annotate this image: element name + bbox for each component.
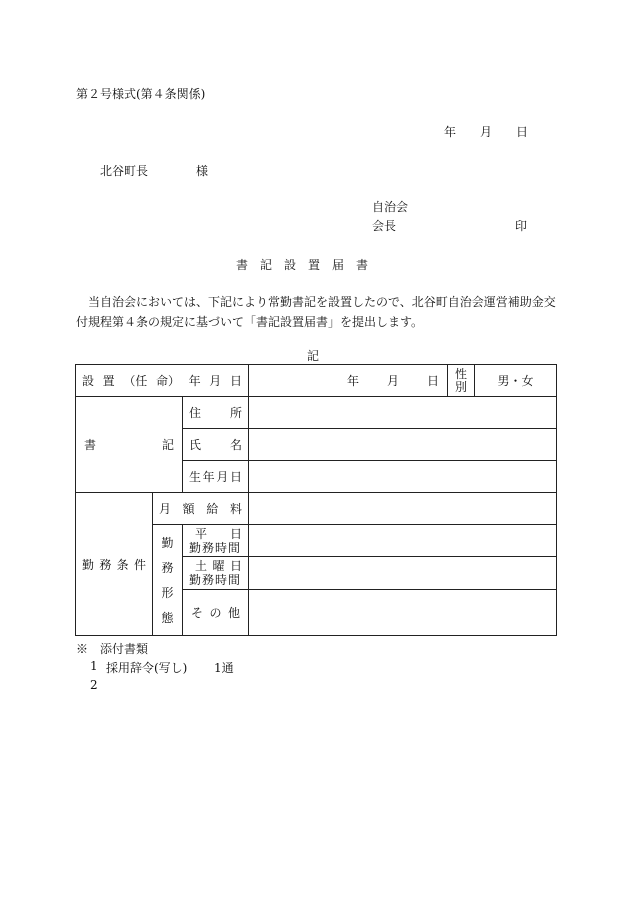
- body-text-line-1: 当自治会においては、下記により常勤書記を設置したので、北谷町自治会運営補助金交: [88, 295, 556, 309]
- year-label: 年: [346, 374, 359, 388]
- label-char: 曜: [212, 558, 225, 573]
- label-char: 設: [82, 374, 95, 388]
- appointment-date-row: [76, 365, 557, 397]
- addressee: 北谷町長: [100, 164, 149, 178]
- attachment-item-2-number: 2: [90, 678, 98, 692]
- label-char: 料: [230, 502, 243, 516]
- label-char: そ: [191, 605, 204, 620]
- appointment-date-label: [76, 365, 249, 397]
- document-title: 書 記 設 置 届 書: [236, 258, 369, 272]
- ki-heading: 記: [307, 349, 320, 363]
- other-field[interactable]: [249, 589, 557, 635]
- label-char: （任: [123, 374, 148, 388]
- weekday-hours-label: [183, 525, 249, 557]
- label-char: 勤: [82, 557, 95, 572]
- salary-row: [76, 493, 557, 525]
- address-label: [183, 397, 249, 429]
- label-char: 土: [195, 558, 208, 573]
- label-char: 給: [206, 502, 219, 516]
- honorific: 様: [196, 164, 209, 178]
- day-label: 日: [427, 374, 440, 388]
- gender-label-top: 性: [455, 366, 468, 381]
- name-field[interactable]: [249, 429, 557, 461]
- label-char: 務: [161, 561, 174, 575]
- secretary-label: [76, 397, 183, 493]
- other-label: [183, 589, 249, 635]
- label-char: 生: [189, 470, 202, 484]
- saturday-hours-label: [183, 557, 249, 589]
- label-char: 態: [161, 611, 174, 625]
- body-text-line-2: 付規程第４条の規定に基づいて「書記設置届書」を提出します。: [76, 315, 424, 329]
- label-char: 勤: [161, 536, 174, 550]
- label-char: 他: [228, 605, 241, 620]
- birthdate-label: [183, 461, 249, 493]
- appointment-date-value[interactable]: [249, 365, 448, 397]
- month-label: 月: [387, 374, 400, 388]
- date-line: 年 月 日: [444, 125, 529, 139]
- birthdate-field[interactable]: [249, 461, 557, 493]
- label-char: 住: [189, 406, 202, 420]
- seal-mark: 印: [515, 219, 528, 233]
- label-char: 条: [116, 557, 129, 572]
- label-char: 年: [188, 374, 201, 388]
- weekday-hours-field[interactable]: [249, 525, 557, 557]
- label-char: 記: [161, 438, 174, 452]
- label-char: 氏: [189, 438, 202, 452]
- attachment-item-1-number: 1: [90, 659, 98, 673]
- address-field[interactable]: [249, 397, 557, 429]
- label-char: 形: [161, 586, 174, 600]
- label-char: 日: [230, 470, 243, 484]
- label-char: 日: [229, 374, 242, 388]
- sender-org: 自治会: [372, 200, 409, 214]
- work-form-label: [153, 525, 183, 636]
- gender-value[interactable]: 男・女: [475, 365, 557, 397]
- label-char: の: [209, 605, 222, 620]
- label-char: 務: [99, 557, 112, 572]
- sender-title: 会長: [372, 219, 397, 233]
- label-char: 所: [230, 406, 243, 420]
- label-char: 名: [230, 438, 243, 452]
- saturday-hours-sublabel: 勤務時間: [189, 572, 242, 587]
- monthly-salary-field[interactable]: [249, 493, 557, 525]
- label-char: 平: [195, 526, 208, 541]
- label-char: 額: [182, 502, 195, 516]
- monthly-salary-label: [153, 493, 249, 525]
- label-char: 日: [230, 526, 243, 541]
- work-conditions-label: [76, 493, 153, 636]
- label-char: 月: [216, 470, 229, 484]
- label-char: 月: [209, 374, 222, 388]
- attachment-item-1-count: 1通: [214, 661, 234, 675]
- weekday-hours-sublabel: 勤務時間: [189, 540, 242, 555]
- saturday-hours-field[interactable]: [249, 557, 557, 589]
- registration-table: [75, 364, 557, 636]
- address-row: [76, 397, 557, 429]
- label-char: 年: [202, 470, 215, 484]
- attachments-heading: ※ 添付書類: [76, 642, 149, 656]
- label-char: 命）: [155, 374, 180, 388]
- label-char: 月: [159, 502, 172, 516]
- form-number: 第２号様式(第４条関係): [76, 87, 206, 101]
- label-char: 件: [133, 557, 146, 572]
- name-label: [183, 429, 249, 461]
- label-char: 置: [102, 374, 115, 388]
- label-char: 日: [230, 558, 243, 573]
- label-char: 書: [84, 438, 97, 452]
- gender-label: [448, 365, 475, 397]
- gender-label-bottom: 別: [455, 379, 468, 394]
- attachment-item-1-text: 採用辞令(写し): [106, 661, 188, 675]
